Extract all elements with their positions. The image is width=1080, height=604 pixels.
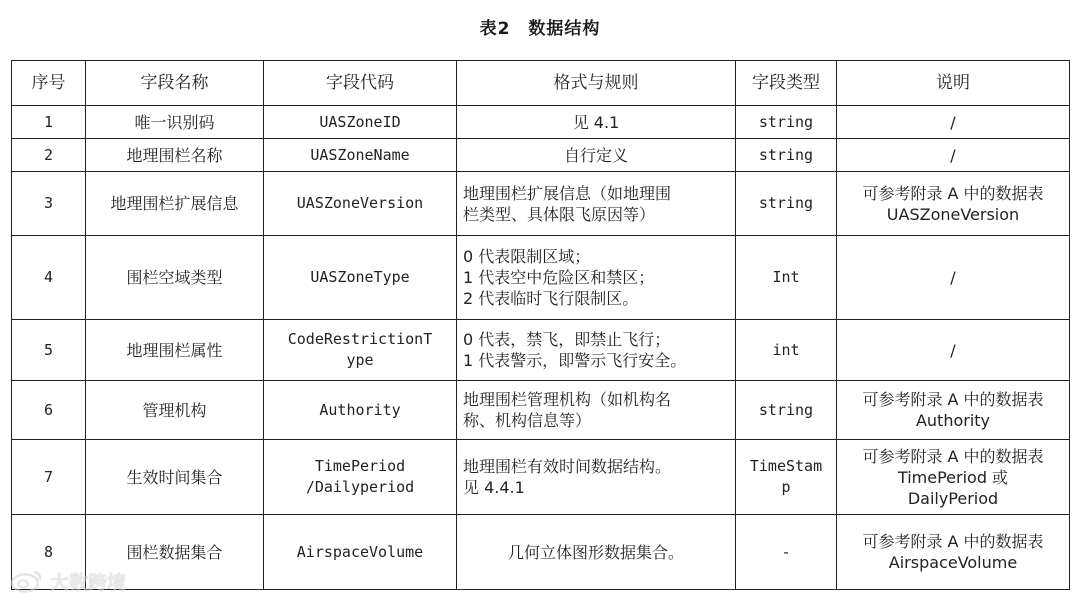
cell-field-type-line: int [772,340,800,359]
weibo-logo-icon [10,569,44,593]
cell-no: 1 [12,106,86,139]
cell-format-rule [457,139,736,172]
cell-format-rule-line: 地理围栏有效时间数据结构。 [463,457,672,476]
cell-format-rule-line: 1 代表警示，即警示飞行安全。 [463,351,687,370]
cell-format-rule-line: 栏类型、具体限飞原因等） [463,204,656,224]
cell-no: 5 [12,320,86,381]
cell-note-line: DailyPeriod [907,488,999,508]
cell-field-code [264,440,457,515]
cell-field-name: 地理围栏扩展信息 [86,172,264,236]
cell-field-code-line: CodeRestrictionT [287,330,433,348]
cell-format-rule-line: 2 代表临时飞行限制区。 [463,289,639,308]
cell-field-type-line: - [781,542,791,561]
cell-no: 3 [12,172,86,236]
cell-field-code-line: ype [346,351,374,369]
cell-field-type-line: string [758,145,814,164]
cell-field-type [736,320,837,381]
cell-note [837,515,1070,590]
cell-field-code-line: TimePeriod [314,457,406,475]
cell-note-line: TimePeriod 或 [897,467,1009,487]
cell-field-name: 生效时间集合 [86,440,264,515]
cell-field-name: 管理机构 [86,381,264,440]
table-row [12,381,1070,440]
cell-field-type [736,440,837,515]
cell-note [837,236,1070,320]
cell-field-type-line: string [758,194,814,212]
cell-format-rule-line: 称、机构信息等） [463,411,592,430]
cell-note [837,320,1070,381]
watermark [10,568,126,594]
cell-field-code-line: /Dailyperiod [305,478,415,496]
cell-no: 8 [12,515,86,590]
cell-field-type [736,381,837,440]
header-cell-code: 字段代码 [264,61,457,106]
cell-field-code [264,236,457,320]
cell-format-rule [457,172,736,236]
cell-note-line: / [950,268,956,287]
cell-format-rule [457,515,736,590]
cell-field-code-line: Authority [319,400,401,419]
table-row [12,440,1070,515]
cell-note-line: UASZoneVersion [886,204,1020,224]
cell-field-type [736,515,837,590]
cell-format-rule [457,381,736,440]
cell-field-code-line: AirspaceVolume [296,542,424,561]
cell-note-line: / [950,340,956,360]
cell-field-type [736,236,837,320]
cell-note-line: 可参考附录 A 中的数据表 [862,532,1044,551]
table-body [12,106,1070,590]
cell-field-code [264,172,457,236]
cell-note-line: Authority [915,411,991,430]
cell-field-type-line: string [758,400,814,419]
table-caption: 表2 数据结构 [479,19,601,39]
cell-format-rule [457,440,736,515]
cell-field-type [736,139,837,172]
cell-format-rule [457,320,736,381]
cell-field-code [264,381,457,440]
cell-no: 2 [12,139,86,172]
cell-format-rule-line: 地理围栏管理机构（如机构名 [463,390,672,409]
cell-field-code [264,106,457,139]
header-cell-rule: 格式与规则 [457,61,736,106]
cell-field-type [736,106,837,139]
cell-field-code [264,515,457,590]
cell-field-type [736,172,837,236]
cell-field-type-line: TimeStam [749,457,823,475]
header-cell-no: 序号 [12,61,86,106]
cell-note-line: / [950,112,956,132]
cell-field-code-line: UASZoneVersion [296,194,424,212]
watermark-text: 大数跨境 [50,571,127,594]
cell-format-rule-line: 1 代表空中危险区和禁区； [463,268,655,287]
cell-format-rule [457,106,736,139]
cell-field-name: 地理围栏名称 [86,139,264,172]
cell-field-code-line: UASZoneType [310,268,410,286]
cell-note [837,440,1070,515]
cell-note-line: 可参考附录 A 中的数据表 [862,390,1044,409]
cell-field-code-line: UASZoneID [319,112,401,131]
cell-no: 4 [12,236,86,320]
cell-field-name: 围栏数据集合 [86,515,264,590]
cell-note-line: 可参考附录 A 中的数据表 [862,183,1044,203]
cell-format-rule-line: 地理围栏扩展信息（如地理围 [463,183,672,203]
cell-field-code [264,139,457,172]
table-row [12,515,1070,590]
cell-note [837,381,1070,440]
cell-field-type-line: string [758,112,814,131]
cell-format-rule-line: 几何立体图形数据集合。 [507,542,684,562]
cell-field-name: 围栏空域类型 [86,236,264,320]
cell-note-line: / [950,145,956,165]
header-cell-note: 说明 [837,61,1070,106]
cell-format-rule [457,236,736,320]
cell-note [837,139,1070,172]
cell-field-type-line: Int [772,268,800,286]
cell-field-name: 地理围栏属性 [86,320,264,381]
table-row [12,236,1070,320]
header-row [12,61,1070,106]
cell-format-rule-line: 0 代表，禁飞，即禁止飞行； [463,330,671,349]
cell-field-code-line: UASZoneName [310,145,410,164]
cell-note [837,172,1070,236]
table-row [12,320,1070,381]
cell-no: 6 [12,381,86,440]
cell-note-line: 可参考附录 A 中的数据表 [862,446,1044,466]
header-cell-type: 字段类型 [736,61,837,106]
table-row [12,106,1070,139]
data-structure-table [11,60,1070,590]
header-cell-name: 字段名称 [86,61,264,106]
cell-note [837,106,1070,139]
cell-field-name: 唯一识别码 [86,106,264,139]
cell-format-rule-line: 见 4.4.1 [463,478,525,497]
cell-field-type-line: p [781,478,791,496]
cell-note-line: AirspaceVolume [888,553,1018,572]
cell-field-code [264,320,457,381]
cell-format-rule-line: 自行定义 [563,145,628,165]
table-row [12,139,1070,172]
table-row [12,172,1070,236]
cell-format-rule-line: 见 4.1 [572,112,620,132]
cell-no: 7 [12,440,86,515]
cell-format-rule-line: 0 代表限制区域； [463,247,591,266]
